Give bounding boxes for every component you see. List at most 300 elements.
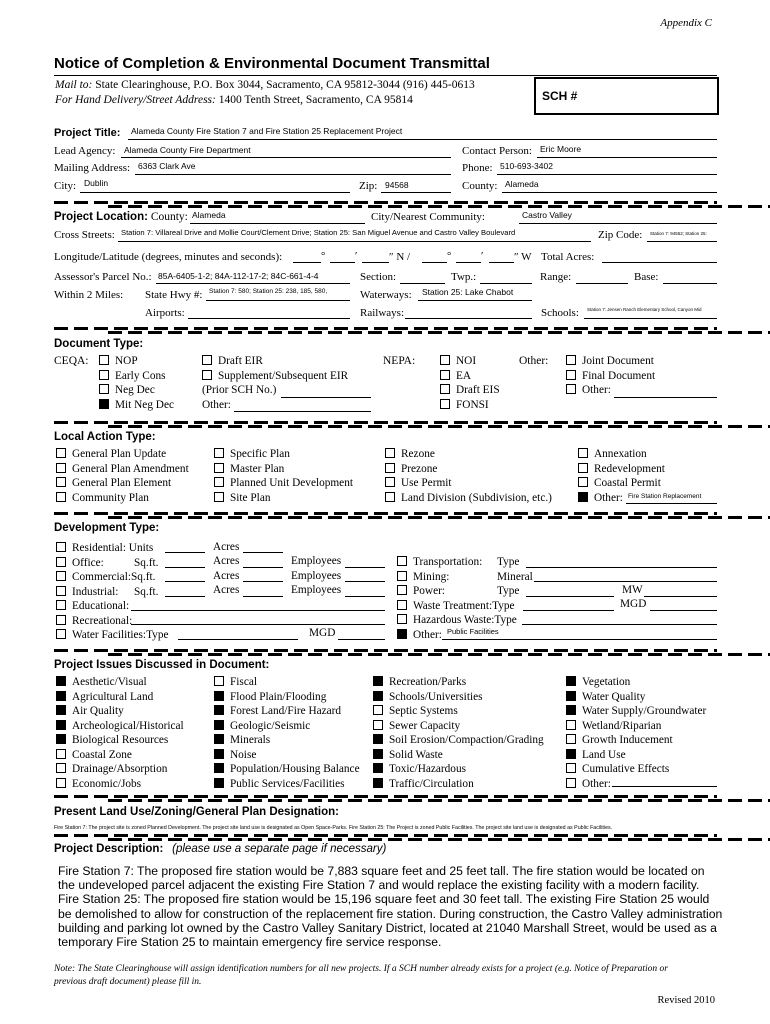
res-acres-field[interactable] bbox=[243, 552, 283, 553]
checkbox[interactable] bbox=[214, 749, 224, 759]
zipcode-field[interactable] bbox=[647, 241, 717, 242]
county-field[interactable] bbox=[502, 192, 717, 193]
issue-item[interactable] bbox=[373, 778, 544, 793]
sch-label: SCH # bbox=[542, 89, 578, 103]
issue-label: Public Services/Facilities bbox=[230, 777, 345, 790]
long-min-field[interactable] bbox=[456, 262, 481, 263]
dev-transportation[interactable]: Transportation: Type bbox=[397, 555, 517, 570]
mailing-field[interactable] bbox=[135, 174, 451, 175]
nepa-column bbox=[440, 355, 500, 413]
commercial-employees-field[interactable] bbox=[345, 581, 385, 582]
community-label: City/Nearest Community: bbox=[371, 211, 485, 223]
checkbox[interactable] bbox=[99, 399, 109, 409]
checkbox[interactable] bbox=[56, 492, 66, 502]
acres-label: Acres bbox=[213, 541, 240, 553]
issue-item[interactable] bbox=[566, 734, 706, 749]
issue-item[interactable] bbox=[56, 749, 184, 764]
lead-agency-value: Alameda County Fire Department bbox=[124, 145, 251, 155]
checkbox[interactable] bbox=[214, 477, 224, 487]
mw-field[interactable] bbox=[644, 596, 717, 597]
checkbox[interactable] bbox=[385, 463, 395, 473]
office-acres-field[interactable] bbox=[243, 567, 283, 568]
waterways-label: Waterways: bbox=[360, 289, 412, 301]
ceqa-column-1 bbox=[99, 355, 174, 413]
checkbox[interactable] bbox=[56, 676, 66, 686]
issues-column-4 bbox=[566, 676, 706, 792]
city-value: Dublin bbox=[84, 178, 109, 188]
hwy-label: State Hwy #: bbox=[145, 289, 203, 301]
water-mgd-field[interactable] bbox=[338, 639, 385, 640]
long-deg-symbol: ° bbox=[447, 250, 452, 262]
description-text bbox=[58, 864, 722, 949]
lat-deg-field[interactable] bbox=[293, 262, 321, 263]
local-action-item[interactable] bbox=[578, 477, 665, 492]
city-field[interactable] bbox=[80, 192, 350, 193]
checkbox[interactable] bbox=[56, 763, 66, 773]
checkbox[interactable] bbox=[214, 720, 224, 730]
office-employees-field[interactable] bbox=[345, 567, 385, 568]
total-acres-label: Total Acres: bbox=[541, 251, 595, 263]
local-action-label: Community Plan bbox=[72, 491, 149, 504]
mgd-label: MGD bbox=[620, 598, 647, 610]
checkbox[interactable] bbox=[56, 463, 66, 473]
hand-delivery-line: For Hand Delivery/Street Address: 1400 Tenth Street, Sacramento, CA 95814 bbox=[55, 94, 413, 106]
base-field[interactable] bbox=[663, 283, 717, 284]
checkbox[interactable] bbox=[373, 734, 383, 744]
checkbox[interactable] bbox=[566, 734, 576, 744]
checkbox[interactable] bbox=[440, 370, 450, 380]
issue-item[interactable] bbox=[566, 691, 706, 706]
total-acres-field[interactable] bbox=[602, 262, 717, 263]
checkbox[interactable] bbox=[566, 691, 576, 701]
industrial-acres-field[interactable] bbox=[243, 596, 283, 597]
checkbox[interactable] bbox=[56, 778, 66, 788]
local-action-item[interactable] bbox=[385, 492, 552, 507]
local-action-item[interactable] bbox=[385, 477, 552, 492]
ceqa-label: (Prior SCH No.) bbox=[202, 384, 277, 396]
checkbox[interactable] bbox=[99, 384, 109, 394]
mail-to-line: Mail to: State Clearinghouse, P.O. Box 3044, Sacramento, CA 95812-3044 (916) 445-0613 bbox=[55, 79, 475, 91]
development-left bbox=[56, 541, 169, 643]
checkbox[interactable] bbox=[202, 355, 212, 365]
contact-field[interactable] bbox=[537, 157, 717, 158]
checkbox[interactable] bbox=[373, 763, 383, 773]
checkbox[interactable] bbox=[214, 778, 224, 788]
issue-label: Fiscal bbox=[230, 676, 257, 688]
community-field[interactable] bbox=[519, 223, 717, 224]
power-type-field[interactable] bbox=[526, 596, 614, 597]
airports-label: Airports: bbox=[145, 307, 185, 319]
transportation-type-field[interactable] bbox=[526, 567, 717, 568]
document-type-heading: Document Type: bbox=[54, 338, 144, 350]
issue-label: Agricultural Land bbox=[72, 690, 154, 703]
local-action-label: Planned Unit Development bbox=[230, 477, 353, 489]
local-action-label: Other: bbox=[594, 491, 623, 504]
local-action-item[interactable] bbox=[385, 448, 552, 463]
cross-streets-label: Cross Streets: bbox=[54, 229, 115, 241]
checkbox[interactable] bbox=[56, 448, 66, 458]
local-action-label: Specific Plan bbox=[230, 448, 290, 460]
issues-column-3 bbox=[373, 676, 544, 792]
checkbox[interactable] bbox=[373, 749, 383, 759]
issue-item[interactable] bbox=[56, 734, 184, 749]
dev-waste[interactable]: Waste Treatment:Type bbox=[397, 599, 517, 614]
local-action-label: General Plan Element bbox=[72, 477, 172, 489]
ceqa-other-field[interactable] bbox=[234, 411, 371, 412]
hwy-field[interactable] bbox=[206, 300, 350, 301]
cross-streets-value: Station 7: Villareal Drive and Mollie Court/Clement Drive; Station 25: San Miguel Avenue and Castro Valley Boulevard bbox=[121, 228, 516, 237]
issue-item[interactable] bbox=[56, 676, 184, 691]
units-field[interactable] bbox=[165, 552, 205, 553]
other-doc-item[interactable] bbox=[566, 355, 655, 370]
local-action-label: Use Permit bbox=[401, 477, 452, 489]
local-action-label: Master Plan bbox=[230, 462, 285, 475]
ceqa-label: Neg Dec bbox=[115, 384, 155, 396]
range-field[interactable] bbox=[576, 283, 628, 284]
contact-value: Eric Moore bbox=[540, 144, 582, 154]
issue-item[interactable] bbox=[373, 763, 544, 778]
issue-label: Schools/Universities bbox=[389, 690, 483, 703]
issue-item[interactable] bbox=[373, 734, 544, 749]
issue-item[interactable] bbox=[214, 705, 360, 720]
issue-item[interactable] bbox=[373, 691, 544, 706]
twp-label: Twp.: bbox=[451, 271, 477, 283]
nepa-label: NEPA: bbox=[383, 355, 416, 367]
mgd-label: MGD bbox=[309, 627, 336, 639]
dev-other-value: Public Facilities bbox=[447, 627, 499, 636]
other-doc-column bbox=[566, 355, 655, 399]
employees-label: Employees bbox=[291, 570, 342, 582]
zipcode-label: Zip Code: bbox=[598, 229, 643, 241]
dev-mining[interactable]: Mining: Mineral bbox=[397, 570, 517, 585]
local-action-item[interactable] bbox=[214, 492, 353, 507]
issue-item[interactable] bbox=[373, 720, 544, 735]
checkbox[interactable] bbox=[578, 448, 588, 458]
schools-field[interactable] bbox=[584, 318, 717, 319]
checkbox[interactable] bbox=[214, 705, 224, 715]
nepa-label: EA bbox=[456, 369, 472, 382]
checkbox[interactable] bbox=[566, 384, 576, 394]
apn-value: 85A-6405-1-2; 84A-112-17-2; 84C-661-4-4 bbox=[158, 271, 319, 281]
checkbox[interactable] bbox=[214, 448, 224, 458]
checkbox[interactable] bbox=[56, 734, 66, 744]
checkbox[interactable] bbox=[214, 691, 224, 701]
ceqa-label: Early Cons bbox=[115, 369, 166, 382]
local-action-item[interactable] bbox=[56, 477, 189, 492]
issue-item[interactable] bbox=[566, 778, 706, 793]
issue-item[interactable] bbox=[56, 705, 184, 720]
industrial-employees-field[interactable] bbox=[345, 596, 385, 597]
apn-field[interactable] bbox=[156, 283, 350, 284]
checkbox[interactable] bbox=[202, 370, 212, 380]
issue-item[interactable] bbox=[566, 749, 706, 764]
location-county-field[interactable] bbox=[190, 223, 365, 224]
local-action-item[interactable] bbox=[56, 448, 189, 463]
nepa-item[interactable] bbox=[440, 384, 500, 399]
checkbox[interactable] bbox=[373, 676, 383, 686]
hwy-value: Station 7: 580; Station 25: 238, 185, 580, bbox=[209, 288, 328, 295]
local-action-label: Site Plan bbox=[230, 491, 271, 504]
checkbox[interactable] bbox=[578, 492, 588, 502]
footer-note-line1: Note: The State Clearinghouse will assign identification numbers for all new projects. If a SCH number already exists for a project (e.g. Notice of Preparation or bbox=[54, 964, 668, 974]
issue-item[interactable] bbox=[373, 705, 544, 720]
range-label: Range: bbox=[540, 271, 572, 283]
checkbox[interactable] bbox=[385, 477, 395, 487]
checkbox[interactable] bbox=[373, 778, 383, 788]
phone-value: 510-693-3402 bbox=[500, 161, 553, 171]
issue-item[interactable] bbox=[214, 763, 360, 778]
issue-item[interactable] bbox=[373, 749, 544, 764]
ceqa-column-2 bbox=[202, 355, 348, 413]
waste-mgd-field[interactable] bbox=[650, 610, 717, 611]
local-action-item[interactable] bbox=[385, 463, 552, 478]
local-action-label: Coastal Permit bbox=[594, 477, 661, 489]
checkbox[interactable] bbox=[214, 676, 224, 686]
issue-item[interactable] bbox=[566, 720, 706, 735]
acres-label: Acres bbox=[213, 584, 240, 596]
checkbox[interactable] bbox=[56, 705, 66, 715]
lat-sec-field[interactable] bbox=[362, 262, 389, 263]
local-action-item[interactable] bbox=[578, 448, 665, 463]
dev-industrial[interactable]: Industrial: Sq.ft. bbox=[56, 585, 169, 600]
issue-item[interactable] bbox=[214, 691, 360, 706]
dev-educational[interactable]: Educational: bbox=[56, 599, 169, 614]
other-doc-label: Other: bbox=[519, 355, 549, 367]
issue-item[interactable] bbox=[566, 763, 706, 778]
lead-agency-field[interactable] bbox=[121, 157, 451, 158]
local-action-label: Prezone bbox=[401, 462, 438, 475]
dev-residential[interactable]: Residential: Units bbox=[56, 541, 169, 556]
lat-n-symbol: ″ N / bbox=[389, 251, 411, 263]
issue-label: Coastal Zone bbox=[72, 748, 132, 761]
title-rule bbox=[54, 75, 717, 76]
checkbox[interactable] bbox=[566, 749, 576, 759]
checkbox[interactable] bbox=[99, 370, 109, 380]
issue-item[interactable] bbox=[566, 705, 706, 720]
ceqa-label: NOP bbox=[115, 355, 138, 367]
issue-label: Recreation/Parks bbox=[389, 676, 467, 688]
divider bbox=[54, 327, 717, 330]
employees-label: Employees bbox=[291, 555, 342, 567]
nepa-item[interactable] bbox=[440, 399, 500, 414]
acres-label: Acres bbox=[213, 570, 240, 582]
checkbox[interactable] bbox=[99, 355, 109, 365]
issue-label: Toxic/Hazardous bbox=[389, 763, 467, 775]
footer-note-line2: previous draft document) please fill in. bbox=[54, 977, 202, 987]
divider bbox=[54, 649, 717, 652]
checkbox[interactable] bbox=[578, 463, 588, 473]
nepa-item[interactable] bbox=[440, 370, 500, 385]
local-action-heading: Local Action Type: bbox=[54, 431, 156, 443]
local-action-item[interactable] bbox=[214, 463, 353, 478]
issue-label: Growth Inducement bbox=[582, 734, 673, 746]
dev-hazardous[interactable]: Hazardous Waste:Type bbox=[397, 613, 517, 628]
lat-min-field[interactable] bbox=[330, 262, 355, 263]
dev-other[interactable]: Other: bbox=[397, 628, 517, 643]
issue-item[interactable] bbox=[373, 676, 544, 691]
description-line: Fire Station 25: The proposed fire station would be 15,196 square feet and 30 feet tall. The existing Fire Station 25 would bbox=[58, 892, 710, 907]
checkbox[interactable] bbox=[578, 477, 588, 487]
checkbox[interactable] bbox=[56, 477, 66, 487]
other-doc-field[interactable] bbox=[614, 397, 717, 398]
waste-type-field[interactable] bbox=[523, 610, 614, 611]
checkbox[interactable] bbox=[385, 448, 395, 458]
checkbox[interactable] bbox=[566, 370, 576, 380]
zipcode-value: Station 7: 94552; Station 25: bbox=[650, 231, 707, 236]
hazardous-type-field[interactable] bbox=[522, 624, 717, 625]
checkbox[interactable] bbox=[566, 705, 576, 715]
divider bbox=[54, 201, 717, 204]
ceqa-item[interactable] bbox=[99, 399, 174, 414]
checkbox[interactable] bbox=[385, 492, 395, 502]
long-sec-field[interactable] bbox=[489, 262, 514, 263]
issue-item[interactable] bbox=[214, 720, 360, 735]
issue-item[interactable] bbox=[56, 691, 184, 706]
contact-label: Contact Person: bbox=[462, 145, 532, 157]
commercial-acres-field[interactable] bbox=[243, 581, 283, 582]
cross-streets-field[interactable] bbox=[118, 241, 591, 242]
local-action-label: Annexation bbox=[594, 448, 647, 460]
schools-label: Schools: bbox=[541, 307, 579, 319]
issue-item[interactable] bbox=[56, 763, 184, 778]
issue-item[interactable] bbox=[214, 749, 360, 764]
industrial-sqft-field[interactable] bbox=[165, 596, 205, 597]
checkbox[interactable] bbox=[440, 399, 450, 409]
recreational-field[interactable] bbox=[131, 624, 385, 625]
nepa-label: NOI bbox=[456, 355, 477, 367]
divider bbox=[54, 795, 717, 798]
dev-recreational[interactable]: Recreational: bbox=[56, 614, 169, 629]
water-type-field[interactable] bbox=[178, 639, 298, 640]
description-line: the undeveloped parcel adjacent the existing Fire Station 7 and would replace the existing facility with a modern facility. bbox=[58, 878, 700, 893]
long-min-symbol: ′ bbox=[481, 250, 484, 262]
divider bbox=[54, 512, 717, 515]
twp-field[interactable] bbox=[480, 283, 532, 284]
ceqa-label: CEQA: bbox=[54, 355, 89, 367]
airports-field[interactable] bbox=[188, 318, 350, 319]
checkbox[interactable] bbox=[214, 763, 224, 773]
checkbox[interactable] bbox=[440, 355, 450, 365]
sch-box[interactable] bbox=[534, 77, 719, 115]
issue-label: Septic Systems bbox=[389, 705, 458, 717]
ceqa-item[interactable] bbox=[202, 355, 348, 370]
issue-label: Cumulative Effects bbox=[582, 763, 670, 775]
railways-field[interactable] bbox=[405, 318, 532, 319]
checkbox[interactable] bbox=[56, 720, 66, 730]
office-sqft-field[interactable] bbox=[165, 567, 205, 568]
ceqa-item[interactable] bbox=[99, 355, 174, 370]
nepa-label: Draft EIS bbox=[456, 384, 500, 396]
issue-item[interactable] bbox=[214, 676, 360, 691]
zip-field[interactable] bbox=[381, 192, 451, 193]
local-action-item[interactable] bbox=[214, 448, 353, 463]
local-action-label: Redevelopment bbox=[594, 462, 665, 475]
dev-office[interactable]: Office: Sq.ft. bbox=[56, 556, 169, 571]
educational-field[interactable] bbox=[131, 610, 385, 611]
section-field[interactable] bbox=[400, 283, 445, 284]
checkbox[interactable] bbox=[56, 749, 66, 759]
local-action-item[interactable] bbox=[578, 463, 665, 478]
issue-item[interactable] bbox=[214, 734, 360, 749]
land-use-heading: Present Land Use/Zoning/General Plan Designation: bbox=[54, 806, 339, 818]
other-doc-item[interactable] bbox=[566, 370, 655, 385]
checkbox[interactable] bbox=[214, 492, 224, 502]
local-action-column-1 bbox=[56, 448, 189, 506]
local-action-item[interactable] bbox=[214, 477, 353, 492]
local-action-item[interactable] bbox=[56, 463, 189, 478]
ceqa-label: Mit Neg Dec bbox=[115, 398, 174, 411]
checkbox[interactable] bbox=[373, 720, 383, 730]
land-use-value: Fire Station 7: The project site is zoned Planned Development. The project site land use is designated as Open Space-Parks. Fire Station 25: The Project is zoned Public Facilities. The project site land use is designated as Public Facilities. bbox=[54, 825, 613, 831]
latlong-label: Longitude/Latitude (degrees, minutes and seconds): bbox=[54, 251, 283, 263]
commercial-sqft-field[interactable] bbox=[165, 581, 205, 582]
checkbox[interactable] bbox=[373, 691, 383, 701]
checkbox[interactable] bbox=[373, 705, 383, 715]
checkbox[interactable] bbox=[566, 676, 576, 686]
checkbox[interactable] bbox=[56, 691, 66, 701]
checkbox[interactable] bbox=[566, 763, 576, 773]
checkbox[interactable] bbox=[214, 463, 224, 473]
checkbox[interactable] bbox=[566, 355, 576, 365]
ceqa-item[interactable] bbox=[99, 384, 174, 399]
within-label: Within 2 Miles: bbox=[54, 289, 124, 301]
dev-other-field[interactable] bbox=[442, 639, 717, 640]
county-label: County: bbox=[462, 180, 498, 192]
mailing-label: Mailing Address: bbox=[54, 162, 131, 174]
issues-column-1 bbox=[56, 676, 184, 792]
mailing-value: 6363 Clark Ave bbox=[138, 161, 196, 171]
local-action-column-3 bbox=[385, 448, 552, 506]
issue-label: Soil Erosion/Compaction/Grading bbox=[389, 734, 544, 746]
issue-label: Solid Waste bbox=[389, 748, 443, 761]
mineral-field[interactable] bbox=[534, 581, 717, 582]
local-action-other-field[interactable] bbox=[626, 503, 717, 504]
development-type-heading: Development Type: bbox=[54, 522, 160, 534]
ceqa-item[interactable] bbox=[99, 370, 174, 385]
checkbox[interactable] bbox=[214, 734, 224, 744]
issue-item[interactable] bbox=[56, 778, 184, 793]
revised-label: Revised 2010 bbox=[657, 995, 715, 1006]
county-value: Alameda bbox=[505, 179, 539, 189]
local-action-item[interactable] bbox=[56, 492, 189, 507]
issue-item[interactable] bbox=[566, 676, 706, 691]
issues-other-field[interactable] bbox=[612, 786, 717, 787]
ceqa-item[interactable] bbox=[202, 370, 348, 385]
lat-deg-symbol: ° bbox=[321, 250, 326, 262]
issue-label: Traffic/Circulation bbox=[389, 777, 474, 790]
dev-commercial[interactable]: Commercial:Sq.ft. bbox=[56, 570, 169, 585]
waterways-field[interactable] bbox=[418, 300, 532, 301]
other-doc-label: Other: bbox=[582, 384, 611, 396]
project-title-field[interactable] bbox=[128, 139, 717, 140]
issue-item[interactable] bbox=[56, 720, 184, 735]
dev-power[interactable]: Power: Type bbox=[397, 584, 517, 599]
checkbox[interactable] bbox=[566, 778, 576, 788]
phone-field[interactable] bbox=[497, 174, 717, 175]
long-deg-field[interactable] bbox=[422, 262, 447, 263]
issue-label: Aesthetic/Visual bbox=[72, 676, 147, 688]
issue-item[interactable] bbox=[214, 778, 360, 793]
divider bbox=[54, 834, 717, 837]
issue-label: Water Quality bbox=[582, 690, 646, 703]
location-county-value: Alameda bbox=[192, 210, 226, 220]
project-title-value: Alameda County Fire Station 7 and Fire Station 25 Replacement Project bbox=[131, 126, 403, 136]
checkbox[interactable] bbox=[440, 384, 450, 394]
nepa-item[interactable] bbox=[440, 355, 500, 370]
dev-water[interactable]: Water Facilities:Type bbox=[56, 628, 169, 643]
prior-sch-field[interactable] bbox=[281, 397, 371, 398]
checkbox[interactable] bbox=[566, 720, 576, 730]
